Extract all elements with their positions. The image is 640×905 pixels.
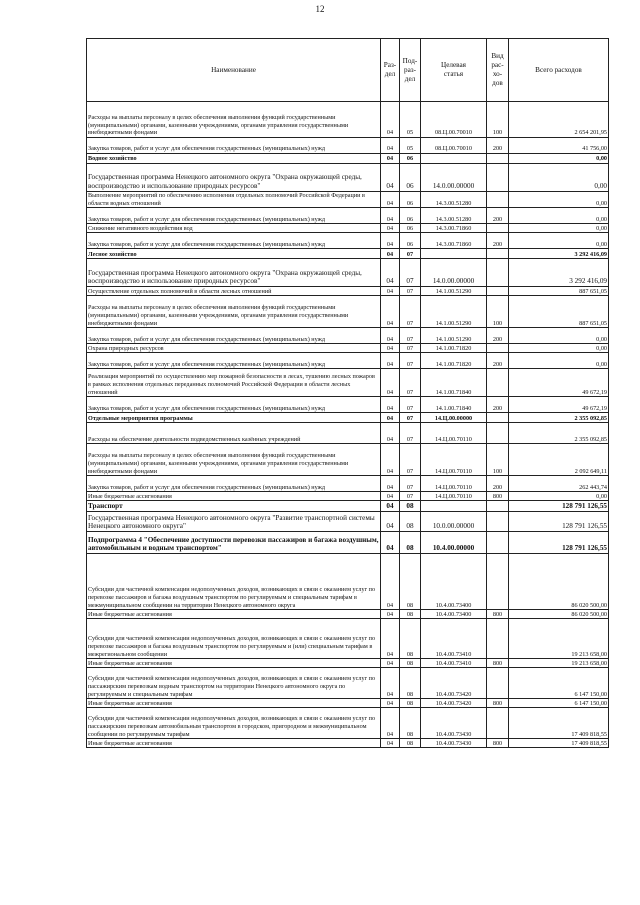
table-row (87, 708, 609, 739)
cell-total: 3 292 416,09 (509, 259, 609, 287)
cell-razdel: 04 (381, 532, 400, 554)
cell-podrazdel: 07 (400, 444, 421, 476)
cell-name: Закупка товаров, работ и услуг для обеспечения государственных (муниципальных) нужд (87, 138, 381, 154)
cell-vid-rashodov (487, 192, 509, 208)
cell-total: 17 409 818,55 (509, 739, 609, 748)
cell-name: Закупка товаров, работ и услуг для обеспечения государственных (муниципальных) нужд (87, 476, 381, 492)
cell-celevaya-statya: 14.Ц.00.00000 (421, 413, 487, 423)
cell-name: Иные бюджетные ассигнования (87, 699, 381, 708)
cell-name: Расходы на выплаты персоналу в целях обеспечения выполнения функций государственными (муниципальными) органами, казенными учреждениями, органами управления государственными внебюджетными фондами (87, 444, 381, 476)
cell-total: 19 213 658,00 (509, 659, 609, 668)
cell-vid-rashodov: 200 (487, 138, 509, 154)
cell-total: 0,00 (509, 233, 609, 249)
cell-razdel: 04 (381, 233, 400, 249)
cell-razdel: 04 (381, 102, 400, 138)
cell-name: Выполнение мероприятий по обеспечению исполнения отдельных полномочий Российской Федерации в области водных отношений (87, 192, 381, 208)
cell-vid-rashodov: 100 (487, 444, 509, 476)
table-row (87, 369, 609, 397)
table-row (87, 492, 609, 501)
cell-celevaya-statya: 14.Ц.00.70110 (421, 423, 487, 444)
cell-celevaya-statya: 14.Ц.00.70110 (421, 444, 487, 476)
cell-celevaya-statya: 08.Ц.00.70010 (421, 138, 487, 154)
cell-name: Субсидии для частичной компенсации недополученных доходов, возникающих в связи с оказанием услуг по пассажирским перевозкам водным транспортом на территории Ненецкого автономного округа по регулируемым и специальным тарифам (87, 668, 381, 699)
header-razdel: Раз- дел (381, 39, 400, 102)
table-row (87, 668, 609, 699)
table-row (87, 328, 609, 344)
cell-celevaya-statya: 10.4.00.73420 (421, 699, 487, 708)
cell-name: Закупка товаров, работ и услуг для обеспечения государственных (муниципальных) нужд (87, 233, 381, 249)
table-row (87, 397, 609, 413)
cell-name: Иные бюджетные ассигнования (87, 659, 381, 668)
cell-vid-rashodov: 800 (487, 610, 509, 619)
cell-vid-rashodov: 100 (487, 102, 509, 138)
cell-name: Иные бюджетные ассигнования (87, 610, 381, 619)
cell-razdel: 04 (381, 492, 400, 501)
cell-razdel: 04 (381, 328, 400, 344)
cell-name: Осуществление отдельных полномочий в области лесных отношений (87, 287, 381, 296)
cell-total: 49 672,19 (509, 369, 609, 397)
table-row (87, 659, 609, 668)
cell-celevaya-statya: 14.3.00.51280 (421, 208, 487, 224)
table-header-row (87, 39, 609, 102)
cell-razdel: 04 (381, 619, 400, 659)
cell-celevaya-statya: 14.0.00.00000 (421, 164, 487, 192)
cell-celevaya-statya: 08.Ц.00.70010 (421, 102, 487, 138)
cell-vid-rashodov (487, 249, 509, 259)
cell-vid-rashodov (487, 164, 509, 192)
cell-vid-rashodov (487, 619, 509, 659)
cell-celevaya-statya: 14.1.00.71820 (421, 344, 487, 353)
cell-celevaya-statya: 10.4.00.73430 (421, 739, 487, 748)
cell-razdel: 04 (381, 512, 400, 532)
cell-name: Отдельные мероприятия программы (87, 413, 381, 423)
table-row (87, 287, 609, 296)
cell-podrazdel: 07 (400, 413, 421, 423)
table-row (87, 610, 609, 619)
cell-razdel: 04 (381, 192, 400, 208)
cell-podrazdel: 06 (400, 192, 421, 208)
table-row (87, 249, 609, 259)
cell-vid-rashodov (487, 154, 509, 164)
cell-name: Лесное хозяйство (87, 249, 381, 259)
table-row (87, 554, 609, 610)
cell-celevaya-statya: 14.Ц.00.70110 (421, 476, 487, 492)
budget-table (86, 38, 609, 748)
cell-vid-rashodov: 100 (487, 296, 509, 328)
cell-celevaya-statya: 10.4.00.73420 (421, 668, 487, 699)
cell-vid-rashodov (487, 369, 509, 397)
cell-podrazdel: 06 (400, 233, 421, 249)
cell-podrazdel: 08 (400, 532, 421, 554)
cell-total: 17 409 818,55 (509, 708, 609, 739)
cell-celevaya-statya: 10.4.00.73410 (421, 619, 487, 659)
cell-razdel: 04 (381, 554, 400, 610)
cell-name: Иные бюджетные ассигнования (87, 739, 381, 748)
cell-vid-rashodov (487, 512, 509, 532)
cell-total: 49 672,19 (509, 397, 609, 413)
cell-celevaya-statya: 14.1.00.51290 (421, 287, 487, 296)
cell-vid-rashodov: 200 (487, 476, 509, 492)
cell-total: 0,00 (509, 208, 609, 224)
cell-podrazdel: 08 (400, 554, 421, 610)
cell-podrazdel: 07 (400, 296, 421, 328)
cell-total: 0,00 (509, 344, 609, 353)
cell-razdel: 04 (381, 659, 400, 668)
cell-name: Государственная программа Ненецкого автономного округа "Развитие транспортной системы Ненецкого автономного округа" (87, 512, 381, 532)
cell-razdel: 04 (381, 413, 400, 423)
cell-total: 3 292 416,09 (509, 249, 609, 259)
cell-podrazdel: 07 (400, 344, 421, 353)
cell-name: Расходы на обеспечение деятельности подведомственных казённых учреждений (87, 423, 381, 444)
cell-podrazdel: 08 (400, 699, 421, 708)
cell-podrazdel: 07 (400, 397, 421, 413)
cell-name: Закупка товаров, работ и услуг для обеспечения государственных (муниципальных) нужд (87, 397, 381, 413)
header-podrazdel: Под- раз- дел (400, 39, 421, 102)
table-row (87, 208, 609, 224)
cell-celevaya-statya (421, 501, 487, 512)
cell-razdel: 04 (381, 739, 400, 748)
cell-vid-rashodov: 200 (487, 397, 509, 413)
cell-celevaya-statya: 14.3.00.71860 (421, 233, 487, 249)
table-row (87, 138, 609, 154)
cell-celevaya-statya: 14.Ц.00.70110 (421, 492, 487, 501)
cell-celevaya-statya: 14.1.00.71840 (421, 397, 487, 413)
cell-total: 887 651,05 (509, 296, 609, 328)
table-row (87, 532, 609, 554)
table-row (87, 413, 609, 423)
cell-vid-rashodov (487, 708, 509, 739)
cell-name: Субсидии для частичной компенсации недополученных доходов, возникающих в связи с оказанием услуг по пассажирским перевозкам автомобильным транспортом в городском, пригородном и межмуниципальном сообщении по регулируемым тарифам (87, 708, 381, 739)
cell-total: 0,00 (509, 192, 609, 208)
cell-podrazdel: 07 (400, 287, 421, 296)
cell-podrazdel: 06 (400, 208, 421, 224)
cell-total: 128 791 126,55 (509, 532, 609, 554)
cell-razdel: 04 (381, 476, 400, 492)
cell-total: 86 020 500,00 (509, 554, 609, 610)
cell-podrazdel: 07 (400, 492, 421, 501)
cell-podrazdel: 08 (400, 739, 421, 748)
cell-name: Государственная программа Ненецкого автономного округа "Охрана окружающей среды, воспроизводство и использование природных ресурсов" (87, 259, 381, 287)
cell-podrazdel: 07 (400, 259, 421, 287)
header-vid-rashodov: Вид рас- хо- дов (487, 39, 509, 102)
cell-razdel: 04 (381, 259, 400, 287)
cell-podrazdel: 06 (400, 224, 421, 233)
cell-name: Субсидии для частичной компенсации недополученных доходов, возникающих в связи с оказанием услуг по перевозке пассажиров и багажа воздушным транспортом по регулируемым и специальным тарифам в межмуниципальном сообщении на территории Ненецкого автономного округа (87, 554, 381, 610)
cell-vid-rashodov (487, 668, 509, 699)
cell-podrazdel: 07 (400, 353, 421, 369)
cell-podrazdel: 07 (400, 328, 421, 344)
table-row (87, 344, 609, 353)
cell-total: 0,00 (509, 224, 609, 233)
cell-vid-rashodov: 200 (487, 233, 509, 249)
cell-name: Субсидии для частичной компенсации недополученных доходов, возникающих в связи с оказанием услуг по перевозке пассажиров и багажа воздушным транспортом по регулируемым и (или) специальным тарифам в межрегиональном сообщении (87, 619, 381, 659)
table-row (87, 619, 609, 659)
cell-name: Расходы на выплаты персоналу в целях обеспечения выполнения функций государственными (муниципальными) органами, казенными учреждениями, органами управления государственными внебюджетными фондами (87, 296, 381, 328)
cell-vid-rashodov (487, 224, 509, 233)
cell-podrazdel: 08 (400, 659, 421, 668)
cell-razdel: 04 (381, 138, 400, 154)
table-row (87, 296, 609, 328)
cell-celevaya-statya: 14.1.00.51290 (421, 328, 487, 344)
cell-name: Транспорт (87, 501, 381, 512)
table-row (87, 739, 609, 748)
table-row (87, 233, 609, 249)
table-row (87, 476, 609, 492)
cell-razdel: 04 (381, 668, 400, 699)
cell-celevaya-statya: 14.3.00.51280 (421, 192, 487, 208)
cell-vid-rashodov (487, 344, 509, 353)
cell-podrazdel: 05 (400, 138, 421, 154)
table-row (87, 353, 609, 369)
cell-razdel: 04 (381, 249, 400, 259)
cell-razdel: 04 (381, 610, 400, 619)
cell-total: 0,00 (509, 164, 609, 192)
cell-name: Реализация мероприятий по осуществлению мер пожарной безопасности в лесах, тушению лесных пожаров в рамках исполнения отдельных переданных полномочий Российской Федерации в области лесных отношений (87, 369, 381, 397)
cell-name: Водное хозяйство (87, 154, 381, 164)
cell-podrazdel: 07 (400, 476, 421, 492)
table-row (87, 192, 609, 208)
cell-vid-rashodov: 200 (487, 208, 509, 224)
table-row (87, 699, 609, 708)
cell-podrazdel: 07 (400, 249, 421, 259)
cell-total: 128 791 126,55 (509, 512, 609, 532)
cell-name: Расходы на выплаты персоналу в целях обеспечения выполнения функций государственными (муниципальными) органами, казенными учреждениями, органами управления государственными внебюджетными фондами (87, 102, 381, 138)
table-row (87, 501, 609, 512)
cell-vid-rashodov (487, 413, 509, 423)
cell-total: 86 020 500,00 (509, 610, 609, 619)
cell-name: Охрана природных ресурсов (87, 344, 381, 353)
cell-celevaya-statya: 14.1.00.71820 (421, 353, 487, 369)
cell-total: 262 443,74 (509, 476, 609, 492)
cell-podrazdel: 08 (400, 512, 421, 532)
cell-total: 6 147 150,00 (509, 668, 609, 699)
cell-name: Закупка товаров, работ и услуг для обеспечения государственных (муниципальных) нужд (87, 353, 381, 369)
cell-vid-rashodov (487, 287, 509, 296)
cell-podrazdel: 06 (400, 154, 421, 164)
cell-podrazdel: 08 (400, 610, 421, 619)
cell-total: 0,00 (509, 154, 609, 164)
table-row (87, 423, 609, 444)
cell-razdel: 04 (381, 444, 400, 476)
cell-razdel: 04 (381, 423, 400, 444)
cell-name: Снижение негативного воздействия вод (87, 224, 381, 233)
cell-name: Закупка товаров, работ и услуг для обеспечения государственных (муниципальных) нужд (87, 328, 381, 344)
cell-podrazdel: 08 (400, 668, 421, 699)
cell-razdel: 04 (381, 296, 400, 328)
cell-celevaya-statya (421, 154, 487, 164)
cell-total: 0,00 (509, 353, 609, 369)
cell-vid-rashodov (487, 532, 509, 554)
cell-razdel: 04 (381, 501, 400, 512)
cell-name: Иные бюджетные ассигнования (87, 492, 381, 501)
table-row (87, 164, 609, 192)
cell-podrazdel: 05 (400, 102, 421, 138)
cell-vid-rashodov: 800 (487, 699, 509, 708)
cell-razdel: 04 (381, 164, 400, 192)
cell-celevaya-statya: 10.4.00.00000 (421, 532, 487, 554)
cell-celevaya-statya: 10.4.00.73400 (421, 610, 487, 619)
cell-celevaya-statya: 14.0.00.00000 (421, 259, 487, 287)
cell-celevaya-statya (421, 249, 487, 259)
cell-razdel: 04 (381, 699, 400, 708)
cell-podrazdel: 06 (400, 164, 421, 192)
cell-total: 41 756,00 (509, 138, 609, 154)
cell-name: Закупка товаров, работ и услуг для обеспечения государственных (муниципальных) нужд (87, 208, 381, 224)
cell-celevaya-statya: 14.3.00.71860 (421, 224, 487, 233)
cell-total: 0,00 (509, 492, 609, 501)
cell-celevaya-statya: 14.1.00.71840 (421, 369, 487, 397)
table-row (87, 154, 609, 164)
cell-vid-rashodov: 800 (487, 492, 509, 501)
page-number: 12 (315, 4, 325, 14)
cell-razdel: 04 (381, 344, 400, 353)
cell-name: Подпрограмма 4 "Обеспечение доступности перевозки пассажиров и багажа воздушным, автомобильным и водным транспортом" (87, 532, 381, 554)
cell-vid-rashodov: 200 (487, 328, 509, 344)
cell-total: 2 092 649,11 (509, 444, 609, 476)
cell-vid-rashodov (487, 423, 509, 444)
cell-razdel: 04 (381, 369, 400, 397)
table-row (87, 512, 609, 532)
header-name: Наименование (87, 39, 381, 102)
cell-celevaya-statya: 10.4.00.73430 (421, 708, 487, 739)
cell-celevaya-statya: 10.4.00.73410 (421, 659, 487, 668)
cell-razdel: 04 (381, 353, 400, 369)
cell-total: 2 355 092,85 (509, 413, 609, 423)
cell-podrazdel: 08 (400, 501, 421, 512)
cell-total: 0,00 (509, 328, 609, 344)
table-row (87, 259, 609, 287)
table-row (87, 444, 609, 476)
cell-total: 2 654 201,95 (509, 102, 609, 138)
cell-podrazdel: 07 (400, 369, 421, 397)
header-celevaya-statya: Целевая статья (421, 39, 487, 102)
cell-vid-rashodov: 200 (487, 353, 509, 369)
cell-total: 887 651,05 (509, 287, 609, 296)
cell-razdel: 04 (381, 708, 400, 739)
cell-vid-rashodov: 800 (487, 739, 509, 748)
cell-razdel: 04 (381, 208, 400, 224)
cell-celevaya-statya: 10.4.00.73400 (421, 554, 487, 610)
cell-vid-rashodov (487, 554, 509, 610)
cell-razdel: 04 (381, 397, 400, 413)
cell-razdel: 04 (381, 224, 400, 233)
cell-celevaya-statya: 14.1.00.51290 (421, 296, 487, 328)
cell-podrazdel: 07 (400, 423, 421, 444)
table-row (87, 102, 609, 138)
cell-podrazdel: 08 (400, 619, 421, 659)
cell-vid-rashodov: 800 (487, 659, 509, 668)
cell-vid-rashodov (487, 501, 509, 512)
cell-name: Государственная программа Ненецкого автономного округа "Охрана окружающей среды, воспроизводство и использование природных ресурсов" (87, 164, 381, 192)
cell-total: 19 213 658,00 (509, 619, 609, 659)
cell-total: 128 791 126,55 (509, 501, 609, 512)
cell-total: 2 355 092,85 (509, 423, 609, 444)
cell-total: 6 147 150,00 (509, 699, 609, 708)
cell-vid-rashodov (487, 259, 509, 287)
cell-razdel: 04 (381, 287, 400, 296)
header-total: Всего расходов (509, 39, 609, 102)
cell-celevaya-statya: 10.0.00.00000 (421, 512, 487, 532)
cell-podrazdel: 08 (400, 708, 421, 739)
cell-razdel: 04 (381, 154, 400, 164)
table-row (87, 224, 609, 233)
